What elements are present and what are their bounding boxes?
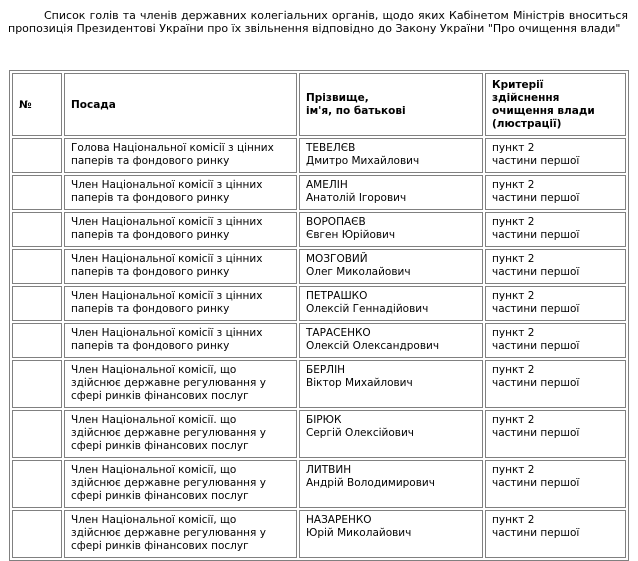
table-row xyxy=(12,212,626,247)
header-number: № xyxy=(12,73,62,136)
criteria-line: пункт 2 xyxy=(492,253,535,265)
criteria-line: частини першої xyxy=(492,266,580,278)
position-line: Член Національної комісії з цінних xyxy=(71,290,263,302)
criteria-line: пункт 2 xyxy=(492,142,535,154)
cell-number xyxy=(12,138,62,173)
cell-position xyxy=(64,360,297,408)
given-name: Олег Миколайович xyxy=(306,266,411,278)
cell-criteria xyxy=(485,360,626,408)
criteria-line: частини першої xyxy=(492,377,580,389)
given-name: Дмитро Михайлович xyxy=(306,155,420,167)
given-name: Анатолій Ігорович xyxy=(306,192,407,204)
cell-criteria xyxy=(485,212,626,247)
header-criteria-line: Критерії xyxy=(492,79,544,91)
cell-number xyxy=(12,360,62,408)
header-criteria-line: очищення влади xyxy=(492,105,595,117)
cell-name xyxy=(299,410,483,458)
table-row xyxy=(12,460,626,508)
position-line: сфері ринків фінансових послуг xyxy=(71,390,249,402)
document-intro: Список голів та членів державних колегіальних органів, щодо яких Кабінетом Міністрів вноситься пропозиція Президентові України про їх звільнення відповідно до Закону України "Про очищення влади" xyxy=(8,9,628,35)
cell-number xyxy=(12,286,62,321)
position-line: паперів та фондового ринку xyxy=(71,192,230,204)
criteria-line: частини першої xyxy=(492,192,580,204)
cell-number xyxy=(12,460,62,508)
cell-position xyxy=(64,212,297,247)
position-line: Член Національної комісії з цінних xyxy=(71,327,263,339)
cell-criteria xyxy=(485,510,626,558)
cell-criteria xyxy=(485,286,626,321)
position-line: Член Національної комісії з цінних xyxy=(71,216,263,228)
table-row xyxy=(12,360,626,408)
cell-position xyxy=(64,323,297,358)
header-name xyxy=(299,73,483,136)
header-criteria xyxy=(485,73,626,136)
surname: ТЕВЕЛЄВ xyxy=(306,142,356,154)
position-line: паперів та фондового ринку xyxy=(71,303,230,315)
table-row xyxy=(12,286,626,321)
header-name-line: ім'я, по батькові xyxy=(306,105,406,117)
position-line: здійснює державне регулювання у xyxy=(71,477,266,489)
cell-number xyxy=(12,249,62,284)
position-line: сфері ринків фінансових послуг xyxy=(71,540,249,552)
position-line: паперів та фондового ринку xyxy=(71,340,230,352)
criteria-line: частини першої xyxy=(492,427,580,439)
header-criteria-line: здійснення xyxy=(492,92,560,104)
cell-criteria xyxy=(485,138,626,173)
cell-criteria xyxy=(485,323,626,358)
surname: МОЗГОВИЙ xyxy=(306,253,368,265)
header-name-line: Прізвище, xyxy=(306,92,369,104)
position-line: Член Національної комісії з цінних xyxy=(71,253,263,265)
cell-name xyxy=(299,212,483,247)
surname: ВОРОПАЄВ xyxy=(306,216,366,228)
position-line: Член Національної комісії, що xyxy=(71,464,237,476)
cell-name xyxy=(299,323,483,358)
table-header-row xyxy=(12,73,626,136)
table-body xyxy=(12,138,626,558)
cell-criteria xyxy=(485,410,626,458)
criteria-line: пункт 2 xyxy=(492,414,535,426)
position-line: Член Національної комісії, що xyxy=(71,514,237,526)
criteria-line: частини першої xyxy=(492,477,580,489)
position-line: Член Національної комісії, що xyxy=(71,364,237,376)
surname: АМЕЛІН xyxy=(306,179,348,191)
given-name: Олексій Олександрович xyxy=(306,340,440,352)
criteria-line: пункт 2 xyxy=(492,514,535,526)
cell-name xyxy=(299,360,483,408)
cell-position xyxy=(64,249,297,284)
position-line: Голова Національної комісії з цінних xyxy=(71,142,274,154)
given-name: Віктор Михайлович xyxy=(306,377,413,389)
surname: БІРЮК xyxy=(306,414,342,426)
cell-name xyxy=(299,138,483,173)
given-name: Євген Юрійович xyxy=(306,229,396,241)
surname: ЛИТВИН xyxy=(306,464,352,476)
cell-position xyxy=(64,510,297,558)
criteria-line: частини першої xyxy=(492,155,580,167)
surname: БЕРЛІН xyxy=(306,364,346,376)
cell-number xyxy=(12,410,62,458)
table-row xyxy=(12,138,626,173)
criteria-line: частини першої xyxy=(492,340,580,352)
given-name: Юрій Миколайович xyxy=(306,527,412,539)
cell-name xyxy=(299,460,483,508)
officials-table xyxy=(9,70,629,561)
table-row xyxy=(12,249,626,284)
position-line: сфері ринків фінансових послуг xyxy=(71,440,249,452)
cell-number xyxy=(12,323,62,358)
surname: ПЕТРАШКО xyxy=(306,290,368,302)
criteria-line: пункт 2 xyxy=(492,327,535,339)
position-line: здійснює державне регулювання у xyxy=(71,377,266,389)
cell-position xyxy=(64,286,297,321)
cell-name xyxy=(299,286,483,321)
cell-position xyxy=(64,460,297,508)
position-line: здійснює державне регулювання у xyxy=(71,427,266,439)
table-row xyxy=(12,323,626,358)
cell-name xyxy=(299,249,483,284)
cell-number xyxy=(12,510,62,558)
criteria-line: пункт 2 xyxy=(492,464,535,476)
given-name: Андрій Володимирович xyxy=(306,477,435,489)
position-line: Член Національної комісії з цінних xyxy=(71,179,263,191)
criteria-line: частини першої xyxy=(492,303,580,315)
cell-position xyxy=(64,175,297,210)
criteria-line: пункт 2 xyxy=(492,364,535,376)
position-line: сфері ринків фінансових послуг xyxy=(71,490,249,502)
cell-position xyxy=(64,410,297,458)
criteria-line: пункт 2 xyxy=(492,290,535,302)
table-row xyxy=(12,510,626,558)
criteria-line: пункт 2 xyxy=(492,216,535,228)
table-row xyxy=(12,175,626,210)
cell-name xyxy=(299,175,483,210)
cell-criteria xyxy=(485,249,626,284)
position-line: Член Національної комісії. що xyxy=(71,414,237,426)
header-criteria-line: (люстрації) xyxy=(492,118,562,130)
criteria-line: частини першої xyxy=(492,527,580,539)
surname: НАЗАРЕНКО xyxy=(306,514,372,526)
position-line: паперів та фондового ринку xyxy=(71,229,230,241)
surname: ТАРАСЕНКО xyxy=(306,327,371,339)
position-line: паперів та фондового ринку xyxy=(71,155,230,167)
position-line: здійснює державне регулювання у xyxy=(71,527,266,539)
header-position: Посада xyxy=(64,73,297,136)
cell-position xyxy=(64,138,297,173)
cell-criteria xyxy=(485,175,626,210)
position-line: паперів та фондового ринку xyxy=(71,266,230,278)
cell-number xyxy=(12,212,62,247)
cell-name xyxy=(299,510,483,558)
given-name: Олексій Геннадійович xyxy=(306,303,429,315)
given-name: Сергій Олексійович xyxy=(306,427,414,439)
cell-criteria xyxy=(485,460,626,508)
table-row xyxy=(12,410,626,458)
criteria-line: пункт 2 xyxy=(492,179,535,191)
criteria-line: частини першої xyxy=(492,229,580,241)
cell-number xyxy=(12,175,62,210)
